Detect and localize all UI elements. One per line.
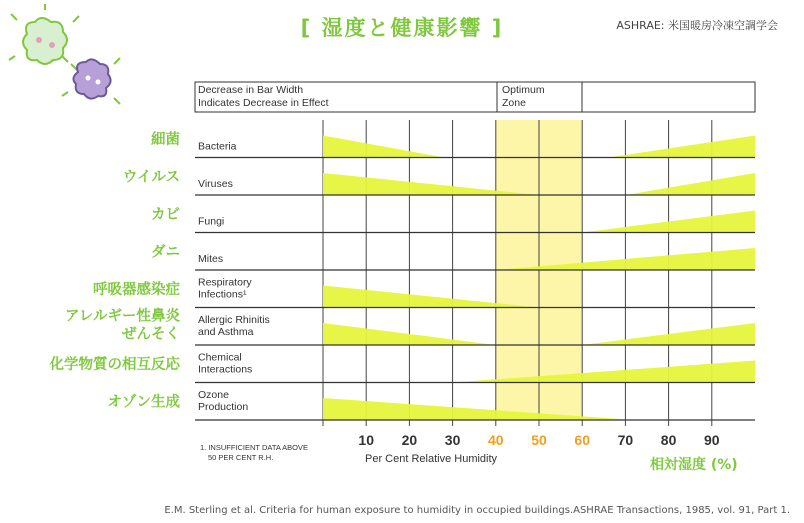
row-label-en-2-0: Fungi	[198, 215, 225, 228]
row-label-en-1-0: Viruses	[198, 178, 233, 190]
x-axis-ticks	[358, 432, 719, 448]
row-label-jp-3-0: ダニ	[151, 244, 180, 261]
row-label-jp-5-1: ぜんそく	[122, 326, 180, 343]
optimum-zone-header	[497, 82, 582, 112]
tick-label-10: 10	[358, 432, 374, 448]
row-label-en-6-0: Chemical	[198, 351, 242, 364]
bar-low-humidity-0	[323, 136, 444, 158]
legend-note-line1: Decrease in Bar Width	[198, 84, 304, 96]
optimum-label-line1: Optimum	[502, 84, 545, 96]
row-1	[123, 169, 755, 196]
row-label-jp-7-0: オゾン生成	[107, 394, 180, 411]
row-label-jp-1-0: ウイルス	[122, 169, 180, 186]
row-label-en-5-1: and Asthma	[198, 326, 254, 338]
row-label-jp-4-0: 呼吸器感染症	[93, 282, 180, 298]
row-label-jp-0-0: 細菌	[151, 132, 180, 148]
source-label: ASHRAE: 米国暖房冷凍空調学会	[616, 19, 778, 32]
bar-high-humidity-0	[608, 136, 755, 158]
row-label-en-7-0: Ozone	[198, 389, 229, 401]
tick-label-60: 60	[574, 432, 590, 448]
row-label-en-4-1: Infections¹	[198, 288, 247, 301]
tick-label-40: 40	[488, 432, 504, 448]
row-5	[65, 307, 755, 346]
tick-label-20: 20	[401, 432, 418, 448]
bar-high-humidity-1	[625, 173, 755, 195]
optimum-label-line2: Zone	[502, 97, 526, 109]
row-label-en-4-0: Respiratory	[198, 276, 252, 289]
tick-label-90: 90	[704, 432, 720, 448]
row-label-jp-5-0: アレルギー性鼻炎	[64, 308, 180, 325]
bar-low-humidity-7	[323, 398, 634, 420]
citation: E.M. Sterling et al. Criteria for human exposure to humidity in occupied buildings.ASHRAE Transactions, 1985, vol. 91, Part 1.	[164, 505, 790, 516]
row-label-jp-6-0: 化学物質の相互反応	[49, 357, 180, 373]
tick-label-70: 70	[617, 432, 634, 448]
row-4	[93, 277, 755, 308]
row-7	[108, 389, 756, 420]
footnote-line1: 1. INSUFFICIENT DATA ABOVE	[200, 443, 308, 452]
page-title: [ 湿度と健康影響 ]	[300, 16, 504, 40]
tick-label-80: 80	[660, 432, 677, 448]
tick-label-50: 50	[531, 432, 547, 448]
legend-note-line2: Indicates Decrease in Effect	[198, 97, 329, 109]
row-label-jp-2-0: カビ	[151, 207, 180, 223]
row-label-en-7-1: Production	[198, 401, 249, 413]
legend-header	[195, 82, 755, 112]
row-label-en-0-0: Bacteria	[198, 140, 237, 153]
x-axis-label-jp: 相対湿度 (%)	[650, 457, 738, 473]
x-axis-label: Per Cent Relative Humidity	[365, 453, 498, 465]
row-6	[49, 352, 756, 383]
row-label-en-3-0: Mites	[198, 253, 224, 265]
tick-label-30: 30	[444, 432, 461, 448]
row-label-en-6-1: Interactions	[198, 363, 253, 376]
row-label-en-5-0: Allergic Rhinitis	[198, 314, 270, 326]
chart-rows	[49, 130, 756, 420]
footnote-line2: 50 PER CENT R.H.	[208, 453, 274, 462]
